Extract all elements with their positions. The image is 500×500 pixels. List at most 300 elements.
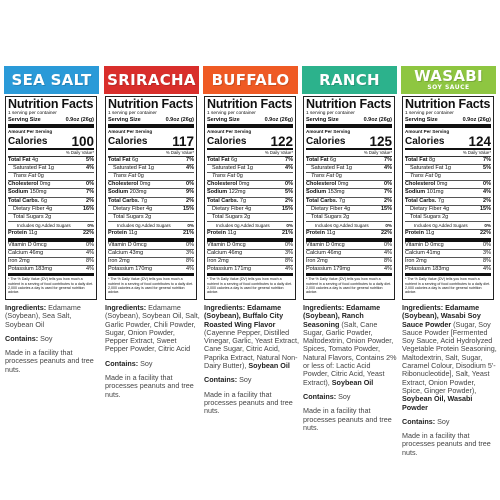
servings-per-container: 1 serving per container — [405, 111, 454, 116]
value-added-dv: 0% — [187, 223, 194, 229]
value-fiber: 4g — [344, 205, 351, 212]
total-carbs-row — [207, 198, 293, 206]
calories-value: 122 — [270, 133, 293, 149]
label-added-sugars: Includes 0g Added Sugars — [414, 223, 468, 229]
value-ingredients-tail: Soybean Oil, Wasabi Powder — [402, 394, 473, 412]
label-ingredients-label: Ingredients: — [105, 303, 147, 312]
ingredients-block — [402, 304, 497, 463]
daily-value-footnote: * The % Daily Value (DV) tells you how much a nutrient in a serving of food contributes to a daily diet. 2,000 calories a day is used for general nutrition advice. — [306, 277, 392, 295]
value-calc: 46mg — [327, 249, 342, 256]
value-calc-dv: 3% — [285, 249, 293, 256]
label-sugars: Total Sugars — [311, 213, 342, 220]
label-sodium: Sodium — [8, 189, 29, 196]
potassium-row — [108, 266, 194, 276]
total-fat-row — [306, 157, 392, 165]
trans-fat-row — [108, 173, 194, 181]
total-sugars-row — [8, 214, 94, 222]
total-sugars-row — [405, 214, 491, 222]
value-carb-dv: 2% — [186, 197, 194, 204]
value-vitd-dv: 0% — [384, 241, 392, 248]
value-chol: 0mg — [436, 181, 448, 188]
label-total-fat: Total Fat — [108, 156, 131, 163]
label-potassium: Potassium — [207, 266, 233, 273]
value-sugar: 2g — [145, 213, 152, 220]
iron-row — [108, 258, 194, 266]
value-added-dv: 0% — [484, 223, 491, 229]
contains-text — [105, 360, 200, 368]
value-sat-dv: 4% — [186, 164, 194, 171]
value-protein-dv: 21% — [182, 230, 194, 237]
dietary-fiber-row — [306, 206, 392, 214]
label-iron: Iron — [207, 257, 217, 264]
flavor-name: BUFFALO — [211, 70, 290, 89]
calories-label: Calories — [405, 135, 445, 147]
dietary-fiber-row — [405, 206, 491, 214]
serving-size-row — [108, 117, 194, 128]
serving-size-value: 0.9oz (26g) — [462, 117, 491, 123]
contains-text — [402, 418, 497, 426]
flavor-banner — [4, 66, 99, 94]
saturated-fat-row — [8, 165, 94, 173]
label-sodium: Sodium — [405, 189, 426, 196]
vitamin-d-row — [8, 242, 94, 250]
ingredients-text — [402, 304, 497, 412]
label-saturated-fat: Saturated Fat — [410, 164, 444, 171]
value-chol-dv: 0% — [86, 181, 94, 188]
ingredients-block — [303, 304, 398, 438]
value-sod: 153mg — [327, 189, 345, 196]
value-iron-dv: 8% — [186, 257, 194, 264]
value-vitd: 0mcg — [430, 241, 444, 248]
value-calc-dv: 3% — [186, 249, 194, 256]
value-sat-dv: 4% — [86, 164, 94, 171]
amount-per-serving: Amount Per Serving — [108, 129, 153, 134]
daily-value-header: % Daily Value* — [207, 150, 293, 157]
saturated-fat-row — [405, 165, 491, 173]
cholesterol-row — [108, 181, 194, 189]
value-trans: 0g — [335, 172, 342, 179]
facility-note: Made in a facility that processes peanuts and tree nuts. — [402, 431, 491, 457]
total-carbs-row — [8, 198, 94, 206]
value-vitd-dv: 0% — [483, 241, 491, 248]
value-iron-dv: 8% — [384, 257, 392, 264]
label-ingredients-label: Ingredients: — [204, 303, 246, 312]
value-ingredients-bold: Edamame (Soybean), Buffalo City Roasted Wing Flavor — [204, 303, 284, 329]
value-sugar: 2g — [244, 213, 251, 220]
contains-text — [5, 335, 100, 343]
value-fat-dv: 7% — [384, 156, 392, 163]
label-sugars: Total Sugars — [113, 213, 144, 220]
nutrition-facts-panel — [5, 96, 97, 300]
label-added-sugars: Includes 0g Added Sugars — [315, 223, 369, 229]
value-sat: 1g — [345, 164, 352, 171]
value-fat-dv: 7% — [186, 156, 194, 163]
ingredients-block — [204, 304, 299, 422]
servings-per-container: 1 serving per container — [207, 111, 256, 116]
calories-row — [108, 135, 194, 150]
value-iron: 2mg — [218, 257, 229, 264]
nutrition-facts-title: Nutrition Facts — [108, 97, 194, 111]
label-vitamin-d: Vitamin D — [306, 241, 330, 248]
value-sod: 203mg — [129, 189, 147, 196]
value-fat: 6g — [132, 156, 139, 163]
sodium-row — [8, 189, 94, 197]
label-calcium: Calcium — [108, 249, 128, 256]
label-calcium: Calcium — [8, 249, 28, 256]
daily-value-footnote: * The % Daily Value (DV) tells you how much a nutrient in a serving of food contributes to a daily diet. 2,000 calories a day is used for general nutrition advice. — [405, 277, 491, 295]
label-cholesterol: Cholesterol — [207, 181, 238, 188]
label-saturated-fat: Saturated Fat — [212, 164, 246, 171]
value-added-dv: 0% — [385, 223, 392, 229]
value-fat: 4g — [32, 156, 39, 163]
value-pot: 183mg — [432, 266, 450, 273]
value-carb: 6g — [40, 197, 48, 204]
facility-note: Made in a facility that processes peanuts and tree nuts. — [5, 348, 94, 374]
value-chol: 0mg — [139, 181, 151, 188]
value-fat-dv: 7% — [285, 156, 293, 163]
nutrition-facts-title: Nutrition Facts — [8, 97, 94, 111]
value-ingredients-tail: Soybean Oil — [331, 377, 374, 387]
sodium-row — [108, 189, 194, 197]
protein-row — [207, 230, 293, 241]
value-carb-dv: 2% — [285, 197, 293, 204]
label-iron: Iron — [8, 257, 18, 264]
serving-size-row — [207, 117, 293, 128]
calories-value: 124 — [468, 133, 491, 149]
cholesterol-row — [207, 181, 293, 189]
value-trans: 0g — [37, 172, 44, 179]
serving-size-value: 0.9oz (26g) — [264, 117, 293, 123]
value-pot-dv: 4% — [483, 266, 491, 273]
flavor-banner — [203, 66, 298, 94]
value-pot-dv: 4% — [86, 266, 94, 273]
label-ingredients-label: Ingredients: — [303, 303, 345, 312]
label-protein: Protein — [8, 230, 27, 237]
label-potassium: Potassium — [8, 266, 34, 273]
label-fiber: Dietary Fiber — [311, 205, 343, 212]
value-sat: 1g — [47, 164, 54, 171]
value-contains: Soy — [140, 358, 153, 368]
protein-row — [306, 230, 392, 241]
value-iron: 2mg — [119, 257, 130, 264]
dietary-fiber-row — [108, 206, 194, 214]
label-total-fat: Total Fat — [207, 156, 230, 163]
value-chol: 0mg — [238, 181, 250, 188]
total-fat-row — [108, 157, 194, 165]
serving-size-label: Serving Size — [8, 117, 41, 123]
amount-per-serving: Amount Per Serving — [405, 129, 450, 134]
total-carbs-row — [108, 198, 194, 206]
nutrition-facts-panel — [105, 96, 197, 300]
flavor-name: SEA SALT — [11, 70, 92, 89]
calcium-row — [8, 250, 94, 258]
protein-row — [108, 230, 194, 241]
label-added-sugars: Includes 0g Added Sugars — [216, 223, 270, 229]
vitamin-d-row — [108, 242, 194, 250]
value-ingredients: (Salt, Cane Sugar, Garlic Powder, Maltodextrin, Onion Powder, Spices, Tomato Powder, Natural Flavors, Contains 2% or less of: Lactic Acid Powder, Citric Acid, Yeast Extract), — [303, 319, 397, 387]
vitamin-d-row — [306, 242, 392, 250]
value-sod: 101mg — [426, 189, 444, 196]
label-sugars: Total Sugars — [13, 213, 44, 220]
value-protein: 11g — [28, 230, 38, 237]
label-vitamin-d: Vitamin D — [8, 241, 32, 248]
value-sat: 1g — [147, 164, 154, 171]
value-chol-dv: 0% — [285, 181, 293, 188]
ingredients-text — [5, 304, 100, 329]
cholesterol-row — [405, 181, 491, 189]
label-total-fat: Total Fat — [8, 156, 31, 163]
calories-row — [207, 135, 293, 150]
value-sod: 122mg — [228, 189, 246, 196]
serving-size-label: Serving Size — [207, 117, 240, 123]
saturated-fat-row — [207, 165, 293, 173]
potassium-row — [405, 266, 491, 276]
value-chol-dv: 0% — [186, 181, 194, 188]
ingredients-block — [105, 304, 200, 405]
value-carb-dv: 2% — [483, 197, 491, 204]
label-potassium: Potassium — [306, 266, 332, 273]
value-calc-dv: 4% — [384, 249, 392, 256]
serving-size-row — [8, 117, 94, 128]
value-vitd: 0mcg — [331, 241, 345, 248]
value-protein-dv: 21% — [281, 230, 293, 237]
value-trans: 0g — [434, 172, 441, 179]
label-ingredients-label: Ingredients: — [5, 303, 47, 312]
nutrition-facts-panel — [204, 96, 296, 300]
label-sugars: Total Sugars — [410, 213, 441, 220]
potassium-row — [306, 266, 392, 276]
value-ingredients: (Sugar, Soy Sauce Powder [Fermented Soy Sauce, Acid Hydrolyzed Vegetable Protein Seasoning, Maltodextrin, Salt, Sugar, Caramel Colour, Disodium 5'-Ribonucleotide], Salt, Yeast Extract, Onion Powder, Spice, Ginger Powder), — [402, 319, 497, 395]
label-trans-fat: Trans Fat — [311, 172, 335, 179]
value-ingredients: (Cayenne Pepper, Distilled Vinegar, Garlic, Yeast Extract, Cane Sugar, Citric Acid, Paprika Extract, Natural Non-Dairy Butter), — [204, 327, 299, 371]
cholesterol-row — [8, 181, 94, 189]
flavor-banner — [104, 66, 199, 94]
value-sugar: 2g — [343, 213, 350, 220]
value-added-dv: 0% — [87, 223, 94, 229]
daily-value-footnote: * The % Daily Value (DV) tells you how much a nutrient in a serving of food contributes to a daily diet. 2,000 calories a day is used for general nutrition advice. — [108, 277, 194, 295]
label-total-carbs: Total Carbs. — [108, 197, 140, 204]
label-contains-label: Contains: — [5, 333, 39, 343]
label-vitamin-d: Vitamin D — [405, 241, 429, 248]
label-iron: Iron — [405, 257, 415, 264]
daily-value-header: % Daily Value* — [8, 150, 94, 157]
value-iron: 2mg — [416, 257, 427, 264]
value-iron: 2mg — [317, 257, 328, 264]
total-sugars-row — [207, 214, 293, 222]
value-carb: 7g — [338, 197, 346, 204]
label-contains-label: Contains: — [303, 391, 337, 401]
value-calc: 46mg — [228, 249, 243, 256]
label-calcium: Calcium — [207, 249, 227, 256]
calories-value: 117 — [172, 133, 194, 149]
iron-row — [405, 258, 491, 266]
value-protein-dv: 22% — [82, 230, 94, 237]
label-vitamin-d: Vitamin D — [207, 241, 231, 248]
value-fiber-dv: 15% — [281, 205, 293, 212]
label-trans-fat: Trans Fat — [13, 172, 37, 179]
value-sod-dv: 7% — [384, 189, 392, 196]
label-sugars: Total Sugars — [212, 213, 243, 220]
vitamin-d-row — [207, 242, 293, 250]
value-sod-dv: 9% — [186, 189, 194, 196]
value-sat: 1g — [246, 164, 253, 171]
value-protein: 11g — [425, 230, 435, 237]
label-iron: Iron — [306, 257, 316, 264]
flavor-name: SRIRACHA — [107, 70, 196, 89]
label-sodium: Sodium — [108, 189, 129, 196]
value-fat: 6g — [330, 156, 337, 163]
value-chol: 0mg — [39, 181, 51, 188]
value-iron-dv: 8% — [86, 257, 94, 264]
label-protein: Protein — [207, 230, 226, 237]
total-fat-row — [8, 157, 94, 165]
value-pot: 179mg — [333, 266, 351, 273]
daily-value-header: % Daily Value* — [108, 150, 194, 157]
value-chol-dv: 0% — [384, 181, 392, 188]
nutrition-facts-panel — [303, 96, 395, 300]
amount-per-serving: Amount Per Serving — [306, 129, 351, 134]
value-sugar: 2g — [442, 213, 449, 220]
label-fiber: Dietary Fiber — [113, 205, 145, 212]
nutrition-facts-title: Nutrition Facts — [207, 97, 293, 111]
total-sugars-row — [306, 214, 392, 222]
value-protein-dv: 22% — [479, 230, 491, 237]
label-trans-fat: Trans Fat — [410, 172, 434, 179]
added-sugars-row — [207, 222, 293, 230]
label-potassium: Potassium — [405, 266, 431, 273]
label-fiber: Dietary Fiber — [13, 205, 45, 212]
protein-row — [8, 230, 94, 241]
label-total-fat: Total Fat — [405, 156, 428, 163]
value-sod-dv: 7% — [86, 189, 94, 196]
total-carbs-row — [306, 198, 392, 206]
nutrition-facts-title: Nutrition Facts — [405, 97, 491, 111]
serving-size-value: 0.9oz (26g) — [165, 117, 194, 123]
daily-value-header: % Daily Value* — [306, 150, 392, 157]
value-pot: 171mg — [234, 266, 252, 273]
value-protein-dv: 22% — [380, 230, 392, 237]
value-carb-dv: 2% — [384, 197, 392, 204]
calcium-row — [306, 250, 392, 258]
value-ingredients-bold: Edamame (Soybean), Ranch Seasoning — [303, 303, 381, 329]
protein-row — [405, 230, 491, 241]
added-sugars-row — [8, 222, 94, 230]
calories-row — [306, 135, 392, 150]
dietary-fiber-row — [207, 206, 293, 214]
label-contains-label: Contains: — [204, 375, 238, 385]
total-sugars-row — [108, 214, 194, 222]
iron-row — [306, 258, 392, 266]
value-contains: Soy — [437, 416, 450, 426]
value-iron-dv: 8% — [483, 257, 491, 264]
ingredients-text — [303, 304, 398, 387]
potassium-row — [207, 266, 293, 276]
ingredients-block — [5, 304, 100, 380]
value-calc: 41mg — [426, 249, 441, 256]
serving-size-label: Serving Size — [405, 117, 438, 123]
value-iron: 2mg — [19, 257, 30, 264]
daily-value-footnote: * The % Daily Value (DV) tells you how much a nutrient in a serving of food contributes to a daily diet. 2,000 calories a day is used for general nutrition advice. — [8, 277, 94, 295]
value-ingredients: Edamame (Soybean), Soybean Oil, Salt, Garlic Powder, Chili Powder, Sugar, Onion Powder, Pepper Extract, Sweet Pepper Powder, Citric Acid — [105, 303, 200, 354]
value-pot: 183mg — [35, 266, 53, 273]
value-fiber: 4g — [443, 205, 450, 212]
label-trans-fat: Trans Fat — [212, 172, 236, 179]
contains-text — [303, 393, 398, 401]
label-trans-fat: Trans Fat — [113, 172, 137, 179]
value-calc: 43mg — [129, 249, 144, 256]
nutrition-facts-title: Nutrition Facts — [306, 97, 392, 111]
value-fiber: 4g — [146, 205, 153, 212]
label-cholesterol: Cholesterol — [8, 181, 39, 188]
label-total-carbs: Total Carbs. — [306, 197, 338, 204]
servings-per-container: 1 serving per container — [306, 111, 355, 116]
value-vitd: 0mcg — [33, 241, 47, 248]
label-added-sugars: Includes 0g Added Sugars — [117, 223, 171, 229]
servings-per-container: 1 serving per container — [8, 111, 57, 116]
label-fiber: Dietary Fiber — [410, 205, 442, 212]
sodium-row — [207, 189, 293, 197]
value-calc-dv: 4% — [86, 249, 94, 256]
value-pot: 170mg — [135, 266, 153, 273]
serving-size-value: 0.9oz (26g) — [65, 117, 94, 123]
value-vitd-dv: 0% — [186, 241, 194, 248]
value-vitd: 0mcg — [232, 241, 246, 248]
flavor-name: WASABI — [414, 67, 483, 85]
serving-size-row — [306, 117, 392, 128]
value-carb: 7g — [239, 197, 247, 204]
value-calc-dv: 3% — [483, 249, 491, 256]
value-contains: Soy — [239, 375, 252, 385]
value-pot-dv: 4% — [285, 266, 293, 273]
value-fiber-dv: 15% — [479, 205, 491, 212]
label-total-carbs: Total Carbs. — [405, 197, 437, 204]
value-fiber-dv: 16% — [82, 205, 94, 212]
value-chol-dv: 0% — [483, 181, 491, 188]
calories-value: 125 — [369, 133, 392, 149]
value-fiber: 4g — [46, 205, 53, 212]
nutrition-facts-panel — [402, 96, 494, 300]
added-sugars-row — [108, 222, 194, 230]
calories-label: Calories — [8, 135, 48, 147]
label-protein: Protein — [405, 230, 424, 237]
value-sod-dv: 5% — [285, 189, 293, 196]
value-sod: 150mg — [29, 189, 47, 196]
label-total-fat: Total Fat — [306, 156, 329, 163]
label-saturated-fat: Saturated Fat — [113, 164, 147, 171]
flavor-subtitle: SOY SAUCE — [427, 84, 470, 91]
value-chol: 0mg — [337, 181, 349, 188]
label-cholesterol: Cholesterol — [405, 181, 436, 188]
label-added-sugars: Includes 0g Added Sugars — [17, 223, 71, 229]
label-contains-label: Contains: — [402, 416, 436, 426]
serving-size-row — [405, 117, 491, 128]
serving-size-value: 0.9oz (26g) — [363, 117, 392, 123]
value-added-dv: 0% — [286, 223, 293, 229]
label-total-carbs: Total Carbs. — [8, 197, 40, 204]
iron-row — [207, 258, 293, 266]
sodium-row — [306, 189, 392, 197]
value-fat: 8g — [429, 156, 436, 163]
value-sugar: 2g — [45, 213, 52, 220]
label-contains-label: Contains: — [105, 358, 139, 368]
added-sugars-row — [405, 222, 491, 230]
label-protein: Protein — [306, 230, 325, 237]
calories-label: Calories — [207, 135, 247, 147]
label-cholesterol: Cholesterol — [306, 181, 337, 188]
daily-value-header: % Daily Value* — [405, 150, 491, 157]
value-fat-dv: 5% — [86, 156, 94, 163]
label-vitamin-d: Vitamin D — [108, 241, 132, 248]
